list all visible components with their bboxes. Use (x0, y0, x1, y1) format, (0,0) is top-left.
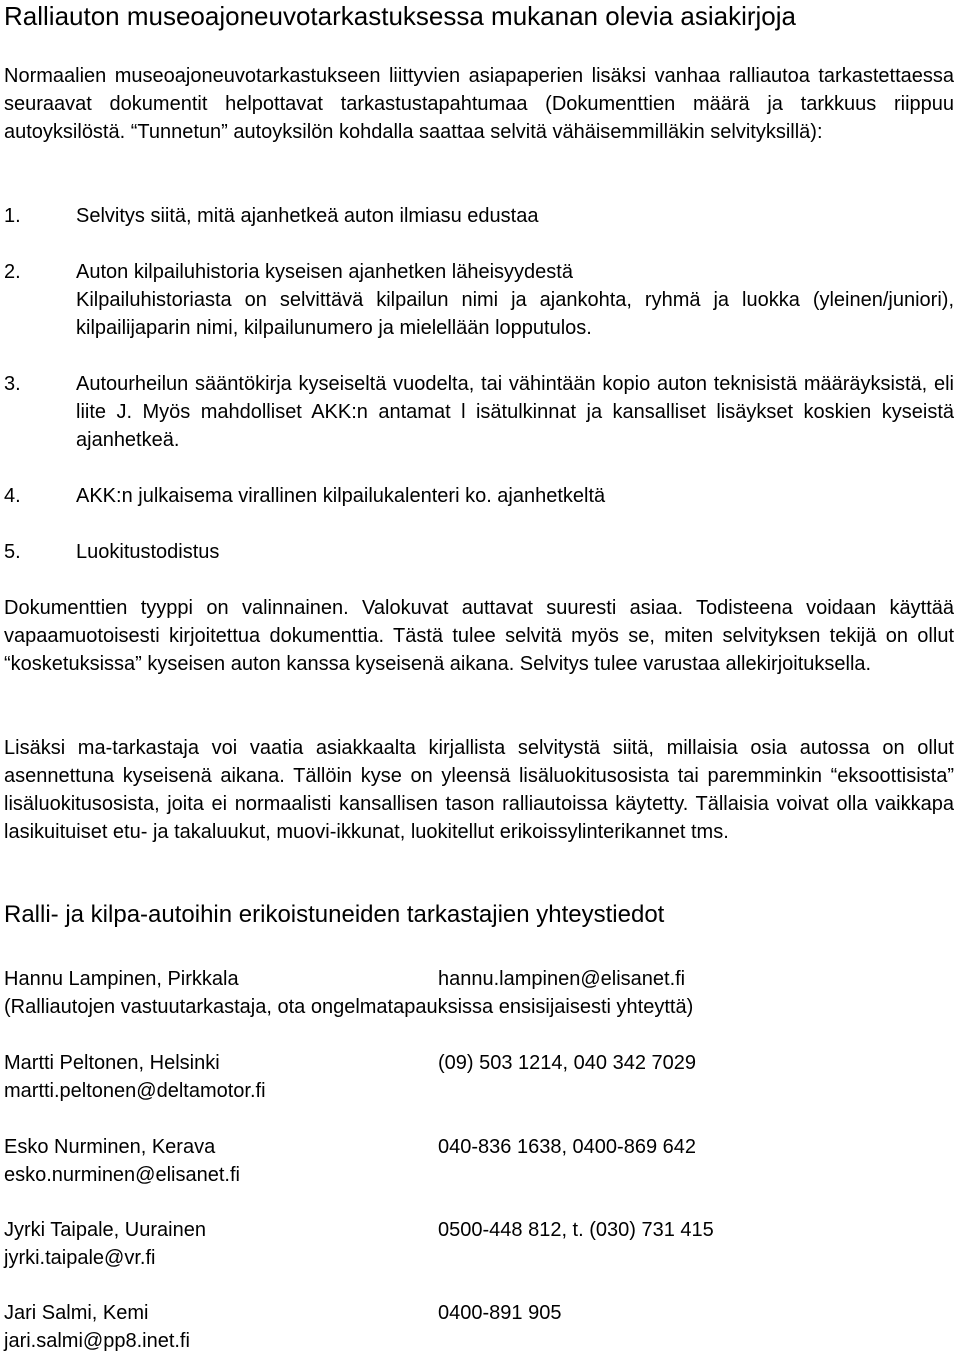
list-item-2 (4, 258, 954, 342)
contact-esko-nurminen (4, 1133, 954, 1189)
contact-email[interactable]: jyrki.taipale@vr.fi (4, 1247, 156, 1269)
list-number: 3. (4, 373, 21, 395)
contact-jyrki-taipale (4, 1216, 954, 1272)
contact-name: Jari Salmi, Kemi (4, 1302, 149, 1324)
list-number: 5. (4, 541, 21, 563)
list-item-1 (4, 202, 954, 230)
list-subtext: Kilpailuhistoriasta on selvittävä kilpailun nimi ja ajankohta, ryhmä ja luokka (yleinen/juniori), kilpailijaparin nimi, kilpailunumero ja mielellään lopputulos. (76, 289, 954, 339)
contacts-heading: Ralli- ja kilpa-autoihin erikoistuneiden tarkastajien yhteystiedot (4, 901, 665, 928)
contact-phone: 0400-891 905 (438, 1302, 562, 1324)
list-number: 4. (4, 485, 21, 507)
contact-name: Martti Peltonen, Helsinki (4, 1052, 220, 1074)
contact-name: Hannu Lampinen, Pirkkala (4, 968, 239, 990)
contact-name: Jyrki Taipale, Uurainen (4, 1219, 206, 1241)
intro-paragraph: Normaalien museoajoneuvotarkastukseen liittyvien asiapaperien lisäksi vanhaa ralliautoa tarkastettaessa seuraavat dokumentit helpottavat tarkastustapahtumaa (Dokumenttien määrä ja tarkkuus riippuu autoyksilöstä. “Tunnetun” autoyksilön kohdalla saattaa selvitä vähäisemmilläkin selvityksillä): (4, 65, 954, 143)
list-text: Autourheilun sääntökirja kyseiseltä vuodelta, tai vähintään kopio auton teknisistä määräyksistä, eli liite J. Myös mahdolliset AKK:n antamat l isätulkinnat ja kansalliset lisäykset koskien kyseistä ajanhetkeä. (76, 373, 954, 451)
document-title: Ralliauton museoajoneuvotarkastuksessa mukanan olevia asiakirjoja (4, 1, 796, 31)
list-text: Selvitys siitä, mitä ajanhetkeä auton ilmiasu edustaa (76, 205, 539, 227)
contact-jari-salmi (4, 1299, 954, 1355)
contact-name: Esko Nurminen, Kerava (4, 1136, 216, 1158)
list-text: Luokitustodistus (76, 541, 220, 563)
contact-phone: 0500-448 812, t. (030) 731 415 (438, 1219, 714, 1241)
list-text: Auton kilpailuhistoria kyseisen ajanhetken läheisyydestä (76, 261, 573, 283)
contact-martti-peltonen (4, 1049, 954, 1105)
contact-phone: (09) 503 1214, 040 342 7029 (438, 1052, 696, 1074)
contact-email[interactable]: hannu.lampinen@elisanet.fi (438, 968, 686, 990)
list-number: 1. (4, 205, 21, 227)
contact-email[interactable]: jari.salmi@pp8.inet.fi (4, 1330, 190, 1352)
contact-note: (Ralliautojen vastuutarkastaja, ota ongelmatapauksissa ensisijaisesti yhteyttä) (4, 996, 694, 1018)
contact-hannu-lampinen (4, 965, 954, 1021)
documents-paragraph: Dokumenttien tyyppi on valinnainen. Valokuvat auttavat suuresti asiaa. Todisteena voidaan käyttää vapaamuotoisesti kirjoitettua dokumenttia. Tästä tulee selvitä myös se, miten selvityksen tekijä on ollut “kosketuksissa” kyseisen auton kanssa kyseisenä aikana. Selvitys tulee varustaa allekirjoituksella. (4, 597, 954, 675)
additional-paragraph: Lisäksi ma-tarkastaja voi vaatia asiakkaalta kirjallista selvitystä siitä, millaisia osia autossa on ollut asennettuna kyseisenä aikana. Tällöin kyse on yleensä lisäluokitusosista tai paremminkin “eksoottisista” lisäluokitusosista, joita ei normaalisti kansallisen tason ralliautoissa käytetty. Tällaisia voivat olla vaikkapa lasikuituiset etu- ja takaluukut, muovi-ikkunat, luokitellut erikoissylinterikannet tms. (4, 737, 954, 843)
list-item-3 (4, 370, 954, 454)
contact-phone: 040-836 1638, 0400-869 642 (438, 1136, 697, 1158)
list-number: 2. (4, 261, 21, 283)
list-text: AKK:n julkaisema virallinen kilpailukalenteri ko. ajanhetkeltä (76, 485, 606, 507)
contact-email[interactable]: esko.nurminen@elisanet.fi (4, 1164, 240, 1186)
list-item-5 (4, 538, 954, 566)
contact-email[interactable]: martti.peltonen@deltamotor.fi (4, 1080, 266, 1102)
list-item-4 (4, 482, 954, 510)
